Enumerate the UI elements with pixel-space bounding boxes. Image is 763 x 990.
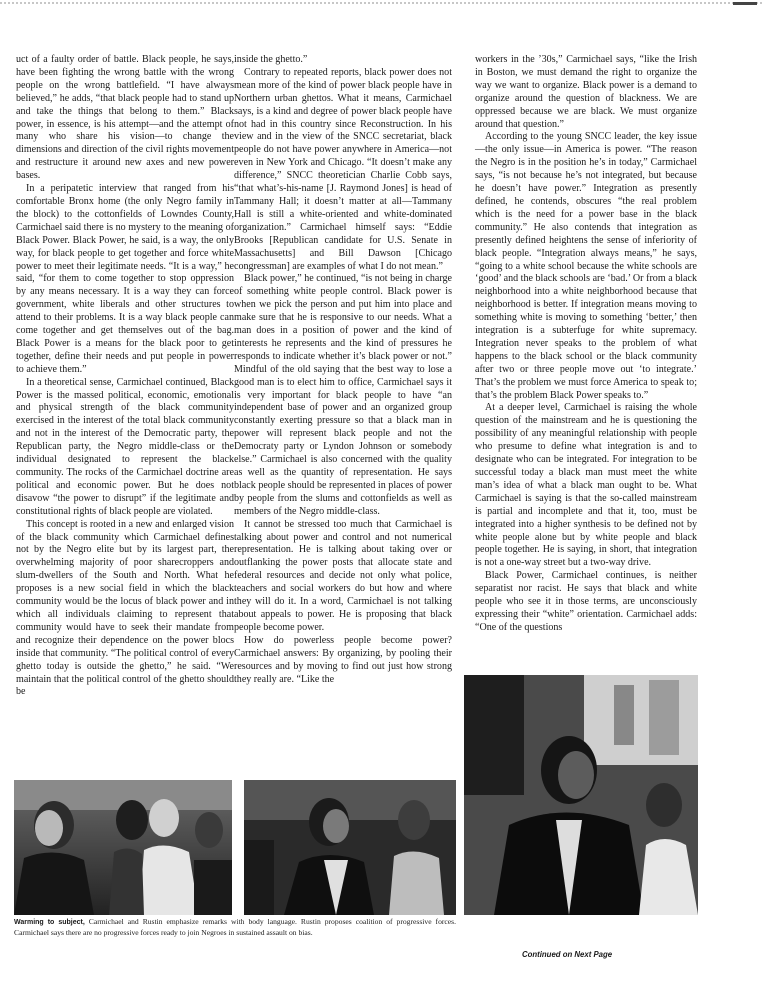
paragraph: It cannot be stressed too much that Carmichael is talking about power and control and not numerical representation. He is talking about taking over or outflanking the power posts that allocate state and federal resources and decide not only what police, teachers and social workers do but how and where they will do it. In a word, Carmichael is not talking about appeals to power. He is proposing that black people become power.	[234, 518, 452, 633]
caption-lead: Warming to subject,	[14, 919, 85, 926]
paragraph: In a peripatetic interview that ranged from his comfortable Bronx home (the only Negro family in the block) to the cottonfields of Lowndes County, Carmichael said there is no mystery to the meaning of Black Power. Black Power, he said, is a way, the only way, for black people to get together and force white power to meet their legitimate needs. “It is a way,” he said, “for them to come together to stop oppression by any means necessary. It is a way they can force government, white liberals and other structures to attend to their problems. It is a way black people can come together and get themselves out of the bag. Black Power is a means for the black poor to get together, define their needs and put people in power to achieve them.”	[16, 183, 234, 375]
page-top-rule	[0, 2, 763, 4]
paragraph: uct of a faulty order of battle. Black people, he says, have been fighting the wrong battle with the wrong people on the wrong battlefield. “I have always believed,” he adds, “that black people had to stand up and take the things that belong to them.” Black power, in essence, is his attempt—and the attempt of many who share his vision—to change the dimensions and direction of the civil rights movement and restructure it around new axes and new power bases.	[16, 54, 234, 182]
photo-caption	[14, 917, 456, 938]
paragraph: inside the ghetto.”	[234, 54, 308, 65]
caption-text: Carmichael and Rustin emphasize remarks with body language. Rustin proposes coalition of progressive forces. Carmichael says there are no progressive forces ready to join Negroes in sustained assault on bias.	[14, 917, 456, 937]
paragraph: Black power,” he continued, “is not being in charge of something white people control. Black power is when we pick the person and put him into place and make sure that he is responsive to our needs. What a man does in a position of power and the kind of interests he represents and the kind of pressures he responds to indicate whether it’s black power or not.” Mindful of the old saying that the best way to lose a good man is to elect him to office, Carmichael says it is very important for black people to have “an independent base of power and an organized group constantly exerting pressure so that a black man in power will represent black people and not the Democraty party or Lyndon Johnson or somebody else.” Carmichael is also concerned with the quality as well as the quantity of representation. He says black people should be represented in places of power by people from the slums and cottonfields as well as members of the Negro middle-class.	[234, 273, 452, 517]
paragraph: At a deeper level, Carmichael is raising the whole question of the mainstream and he is questioning the possibility of any meaningful relationship with people who presume to define what integration is and to designate who can be integrated. For integration to be successful today a black man must meet the white man’s idea of what a black man ought to be. What Carmichael is saying is that the so-called mainstream is partial and incomplete and that it, too, must be integrated into a higher synthesis to be defined not by white people alone but by white people and black people together. He is saying, in short, that integration is not a one-way street but a two-way drive.	[475, 402, 697, 569]
paragraph: In a theoretical sense, Carmichael continued, Black Power is the massed political, economic, emotional and physical strength of the black community exercised in the interest of the total black community and not in the interest of the Democratic party, the Republican party, the Negro middle-class or the individual designated to represent the black community. The rocks of the Carmichael doctrine are political and economic power. But he does not disavow “the power to disrupt” if the legitimate and constitutional rights of black people are violated.	[16, 376, 234, 517]
photo-crowd-left	[14, 780, 232, 915]
paragraph: According to the young SNCC leader, the key issue—the only issue—in America is power. “The reason the Negro is in the position he’s in today,” Carmichael says, “is not because he’s not integrated, but because he doesn’t have power.” Integration as presently defined, he contends, obscures “the real problem which is the need for a power base in the black community.” He also contends that integration as presently defined heightens the sense of inferiority of black people. “Integration always means,” he says, “going to a white school because the white schools are ‘good’ and the black schools are ‘bad.’ Or from a black neighborhood into a white neighborhood because that neighborhood is better. If integration means moving to something white is moving to something ‘better,’ then integration is a subterfuge for white supremacy. Integration never speaks to the problem of what happens to the black school or the black community after two or three people move out ‘to integrate.’ That’s the problem we must force America to speak to; that’s the problem Black Power speaks to.”	[475, 131, 697, 401]
paragraph: workers in the ’30s,” Carmichael says, “like the Irish in Boston, we must demand the right to organize the way we want to organize. Black power is a demand to organize around the question of blackness. We are oppressed because we are black. We must organize around that question.”	[475, 54, 697, 130]
page-corner-mark	[733, 2, 757, 5]
paragraph: How do powerless people become power? Carmichael answers: By organizing, by pooling their resources and by moving to find out just how strong they really are. “Like the	[234, 634, 452, 685]
text-column-middle	[234, 54, 452, 686]
text-column-left	[16, 54, 234, 699]
paragraph: Black Power, Carmichael continues, is neither separatist nor racist. He says that black and white people who see it in those terms, are unconsciously expressing their “white” orientation. Carmichael adds: “One of the questions	[475, 570, 697, 633]
paragraph: This concept is rooted in a new and enlarged vision of the black community which Carmichael defines not by the Negro elite but by its largest part, the overwhelming majority of poor sharecroppers and slum-dwellers of the South and North. What he proposes is a new social field in which the black community would be the locus of black power and in which all individuals claiming to represent that community would have to seek their mandate from and recognize their dependence on the power blocs inside that community. “The political control of every ghetto today is outside the ghetto,” he said. “We maintain that the political control of the ghetto should be	[16, 518, 234, 698]
continued-on-next-page: Continued on Next Page	[522, 950, 613, 959]
photo-speaker-middle	[244, 780, 456, 915]
paragraph: Contrary to repeated reports, black power does not mean more of the kind of power black people have in Northern urban ghettos. What it means, Carmichael says, is a kind and degree of power black people have not had in this country since Reconstruction. In his view and in the view of the SNCC secretariat, black people do not have power anywhere in America—not even in New York and Chicago. “It doesn’t make any difference,” SNCC theoretician Charlie Cobb says, “that what’s-his-name [J. Raymond Jones] is head of Tammany Hall; it doesn’t matter at all—Tammany Hall is still a white-oriented and white-dominated organization.” Carmichael himself says: “Eddie Brooks [Republican candidate for U.S. Senate in Massachusetts] and Bill Dawson [Chicago congressman] are examples of what I do not mean.”	[234, 66, 452, 272]
photo-street-right	[464, 675, 698, 915]
text-column-right	[475, 54, 697, 635]
